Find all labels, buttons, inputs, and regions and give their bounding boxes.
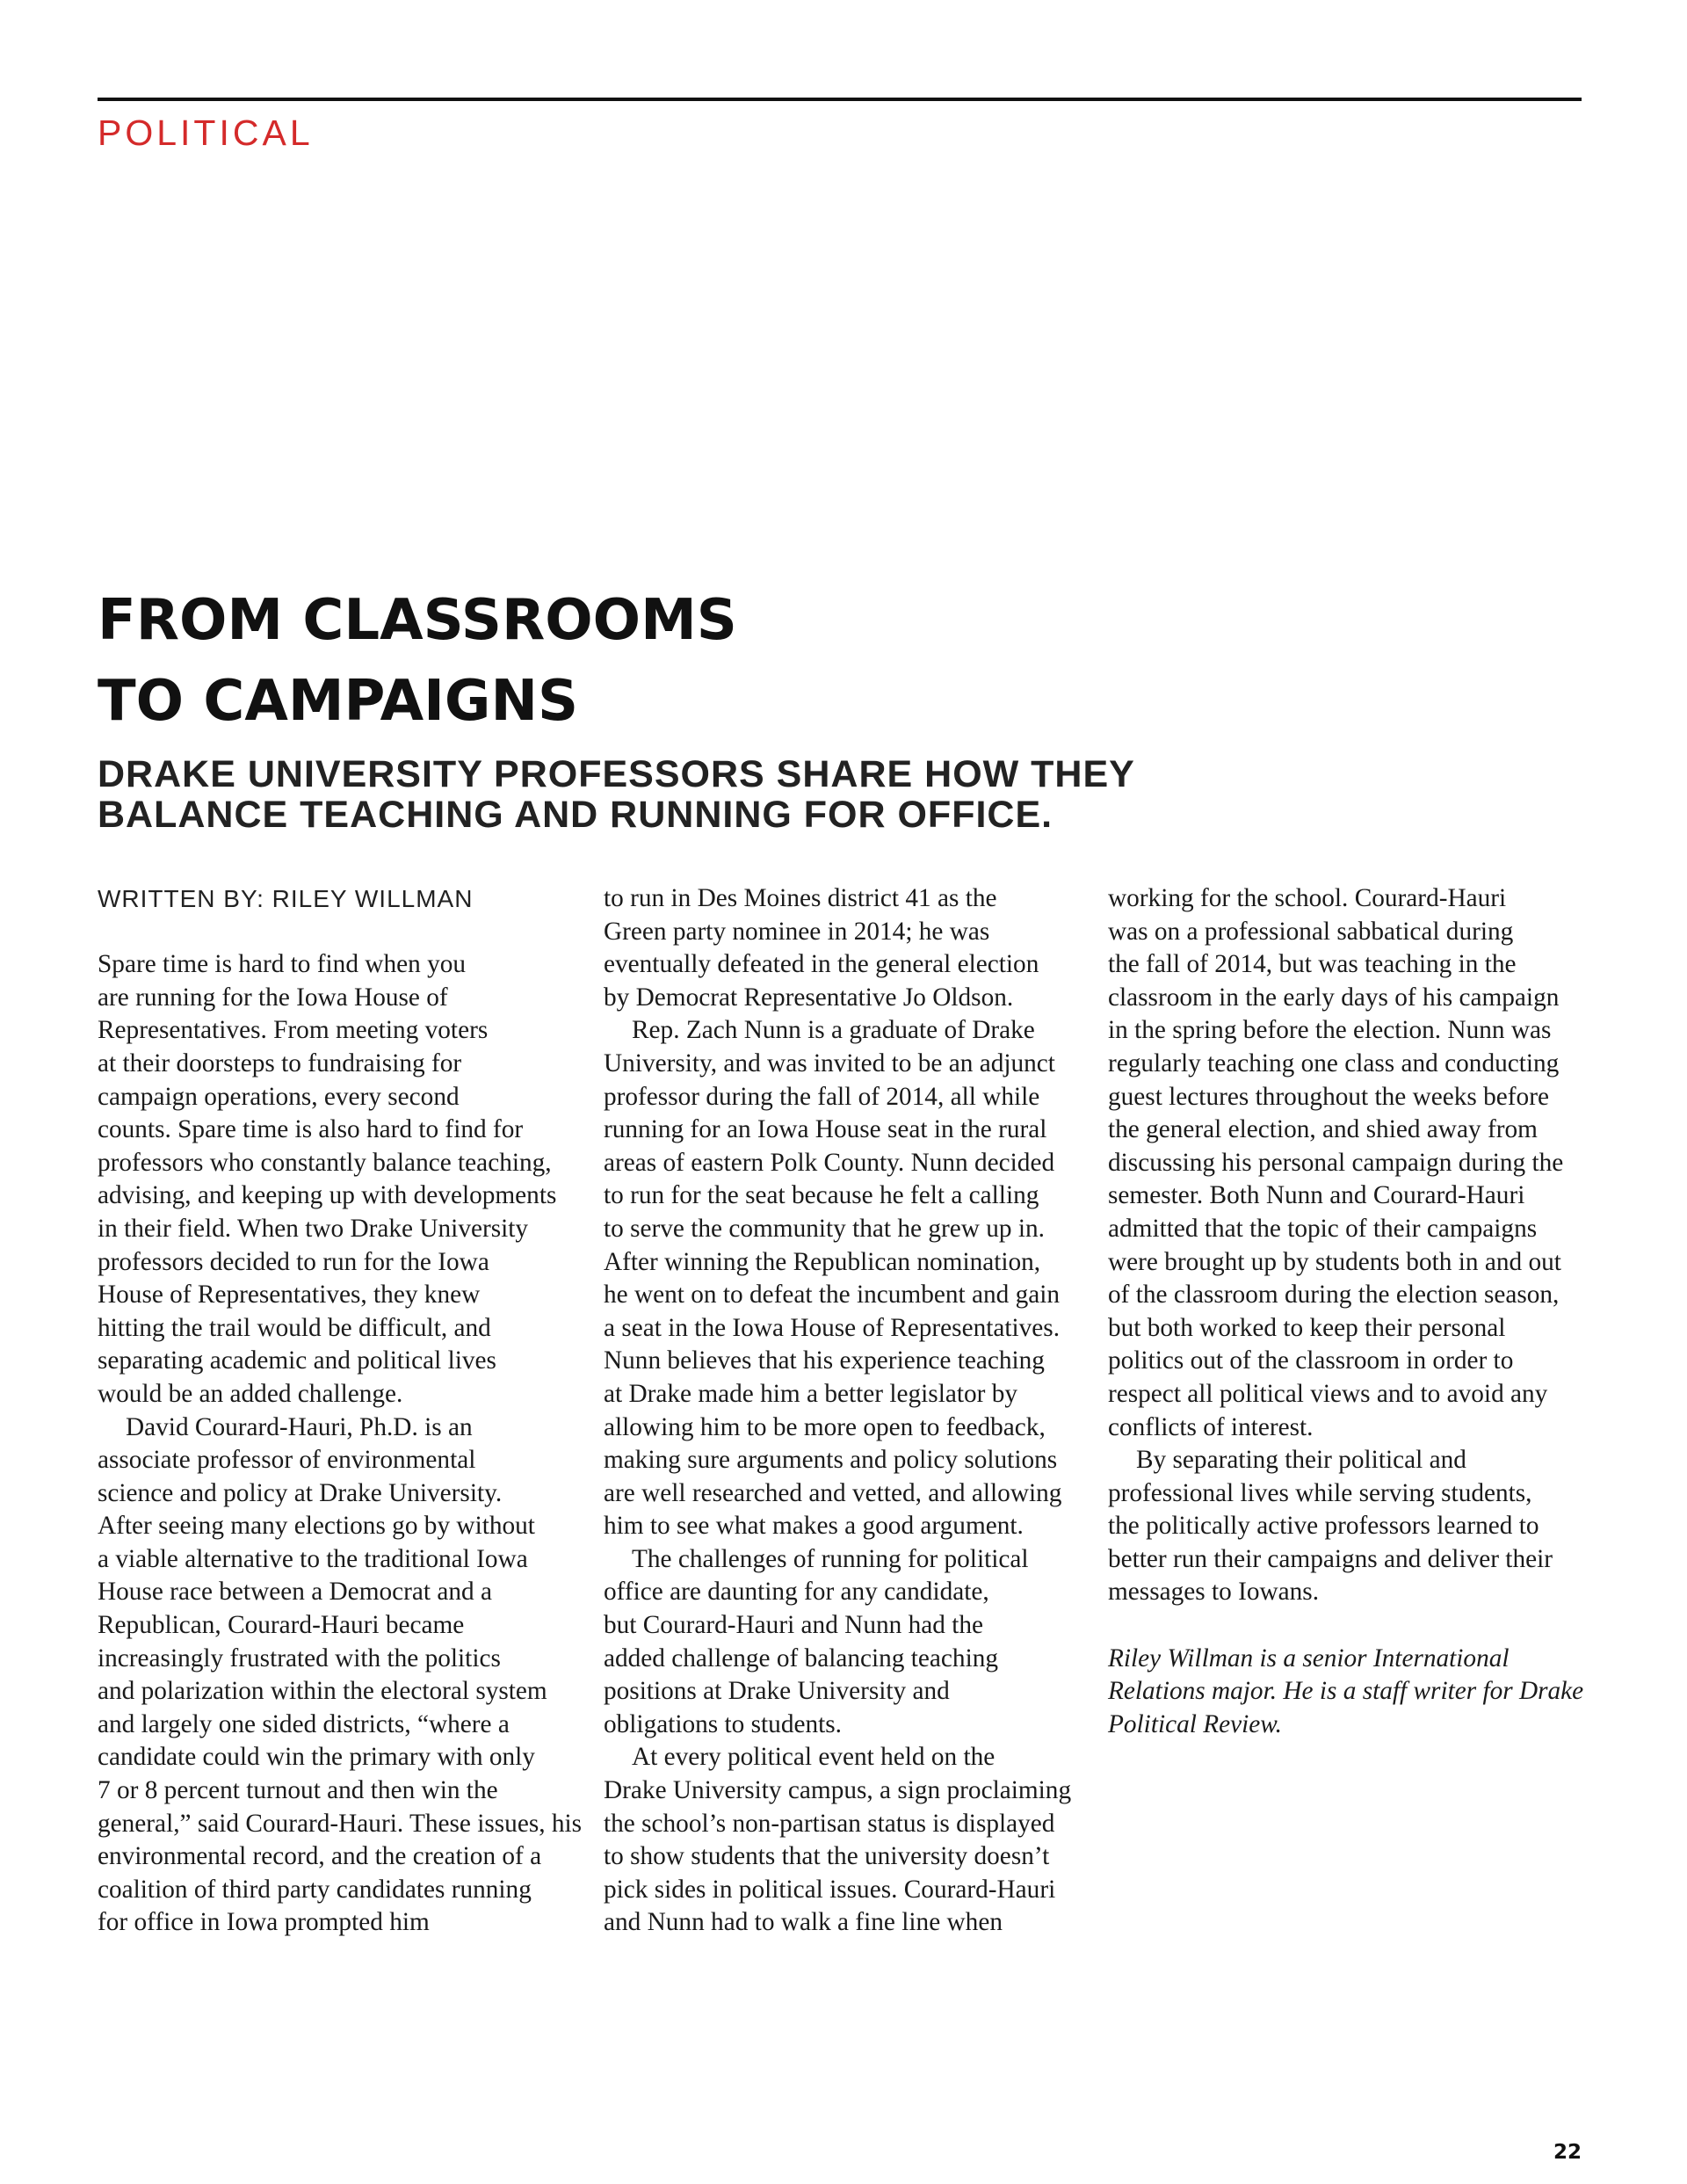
body-text-line: at Drake made him a better legislator by	[604, 1379, 1018, 1408]
body-text-line: campaign operations, every second	[98, 1082, 460, 1111]
body-text-line: for office in Iowa prompted him	[98, 1908, 430, 1937]
body-text-line: hitting the trail would be difficult, and	[98, 1313, 491, 1342]
body-text-line: professors who constantly balance teaching,	[98, 1148, 552, 1177]
body-text-line: conflicts of interest.	[1108, 1412, 1314, 1441]
body-text-line: and largely one sided districts, “where a	[98, 1709, 510, 1738]
body-text-line: were brought up by students both in and out	[1108, 1247, 1561, 1276]
body-text-line: would be an added challenge.	[98, 1379, 403, 1408]
body-text-line: of the classroom during the election season,	[1108, 1281, 1560, 1310]
body-text-line: increasingly frustrated with the politics	[98, 1643, 501, 1672]
body-text-line: the politically active professors learned to	[1108, 1512, 1539, 1541]
bio-line: Relations major. He is a staff writer for Drake	[1108, 1677, 1584, 1706]
body-text-line: Spare time is hard to find when you	[98, 950, 467, 979]
body-text-line: eventually defeated in the general election	[604, 950, 1039, 979]
body-text-line: in their field. When two Drake University	[98, 1214, 529, 1243]
body-text-line: classroom in the early days of his campaign	[1108, 983, 1560, 1012]
body-text-line: a seat in the Iowa House of Representatives.	[604, 1313, 1061, 1342]
body-text-line: After seeing many elections go by without	[98, 1512, 535, 1541]
body-text-line: are running for the Iowa House of	[98, 983, 448, 1012]
body-text-line: the fall of 2014, but was teaching in the	[1108, 950, 1517, 979]
body-text-line: University, and was invited to be an adjunct	[604, 1048, 1055, 1077]
body-text-line: advising, and keeping up with developments	[98, 1181, 557, 1210]
body-text-line: allowing him to be more open to feedback,	[604, 1412, 1046, 1441]
body-text-line: House race between a Democrat and a	[98, 1578, 492, 1607]
body-text-line: The challenges of running for political	[632, 1544, 1029, 1573]
body-text-line: to run in Des Moines district 41 as the	[604, 884, 997, 912]
body-text-line: candidate could win the primary with only	[98, 1743, 535, 1772]
column-2-body	[604, 882, 1096, 1940]
body-text-line: to show students that the university doesn’t	[604, 1842, 1050, 1871]
body-text-line: coalition of third party candidates running	[98, 1875, 532, 1904]
body-text-line: and Nunn had to walk a fine line when	[604, 1908, 1003, 1937]
page-number: 22	[1553, 2141, 1582, 2164]
body-text-line: science and policy at Drake University.	[98, 1478, 503, 1507]
body-text-line: By separating their political and	[1136, 1446, 1466, 1475]
body-text-line: associate professor of environmental	[98, 1446, 476, 1475]
body-text-line: respect all political views and to avoid any	[1108, 1379, 1548, 1408]
body-text-line: professor during the fall of 2014, all while	[604, 1082, 1040, 1111]
body-text-line: but Courard-Hauri and Nunn had the	[604, 1611, 984, 1640]
body-text-line: and polarization within the electoral system	[98, 1677, 547, 1706]
body-text-line: making sure arguments and policy solutions	[604, 1446, 1058, 1475]
bio-line: Riley Willman is a senior International	[1108, 1643, 1510, 1672]
body-text-line: semester. Both Nunn and Courard-Hauri	[1108, 1181, 1525, 1210]
article-column-3	[1108, 882, 1600, 1741]
article-headline	[98, 580, 1152, 742]
body-text-line: but both worked to keep their personal	[1108, 1313, 1506, 1342]
body-text-line: regularly teaching one class and conducting	[1108, 1048, 1560, 1077]
body-text-line: At every political event held on the	[632, 1743, 996, 1772]
body-text-line: in the spring before the election. Nunn was	[1108, 1016, 1552, 1045]
body-text-line: separating academic and political lives	[98, 1346, 496, 1375]
body-text-line: politics out of the classroom in order to	[1108, 1346, 1514, 1375]
body-text-line: was on a professional sabbatical during	[1108, 917, 1514, 946]
bio-line: Political Review.	[1108, 1709, 1282, 1738]
byline: WRITTEN BY: RILEY WILLMAN	[98, 885, 474, 912]
body-text-line: general,” said Courard-Hauri. These issues, his	[98, 1809, 583, 1838]
body-text-line: the school’s non-partisan status is displayed	[604, 1809, 1055, 1838]
header-rule	[98, 98, 1582, 101]
body-text-line: guest lectures throughout the weeks before	[1108, 1082, 1549, 1111]
body-text-line: Nunn believes that his experience teaching	[604, 1346, 1045, 1375]
body-text-line: pick sides in political issues. Courard-Hauri	[604, 1875, 1056, 1904]
body-text-line: office are daunting for any candidate,	[604, 1578, 989, 1607]
body-text-line: After winning the Republican nomination,	[604, 1247, 1041, 1276]
body-text-line: by Democrat Representative Jo Oldson.	[604, 983, 1014, 1012]
article-column-1	[98, 882, 590, 1940]
body-text-line: are well researched and vetted, and allowing	[604, 1478, 1062, 1507]
body-text-line: counts. Spare time is also hard to find for	[98, 1115, 524, 1144]
subhead-line: BALANCE TEACHING AND RUNNING FOR OFFICE.	[98, 794, 1053, 836]
body-text-line: discussing his personal campaign during the	[1108, 1148, 1564, 1177]
body-text-line: House of Representatives, they knew	[98, 1281, 481, 1310]
body-text-line: to serve the community that he grew up in.	[604, 1214, 1045, 1243]
article-subhead	[98, 754, 1328, 835]
column-3-body	[1108, 882, 1600, 1609]
body-text-line: areas of eastern Polk County. Nunn decided	[604, 1148, 1055, 1177]
body-text-line: David Courard-Hauri, Ph.D. is an	[126, 1412, 473, 1441]
body-text-line: better run their campaigns and deliver their	[1108, 1544, 1553, 1573]
body-text-line: he went on to defeat the incumbent and gain	[604, 1281, 1061, 1310]
body-text-line: running for an Iowa House seat in the rural	[604, 1115, 1047, 1144]
body-text-line: Drake University campus, a sign proclaiming	[604, 1776, 1072, 1805]
body-text-line: added challenge of balancing teaching	[604, 1643, 999, 1672]
section-label: POLITICAL	[98, 112, 314, 153]
author-bio	[1108, 1643, 1600, 1742]
body-text-line: admitted that the topic of their campaigns	[1108, 1214, 1538, 1243]
body-text-line: Republican, Courard-Hauri became	[98, 1611, 465, 1640]
body-text-line: at their doorsteps to fundraising for	[98, 1048, 462, 1077]
body-text-line: the general election, and shied away from	[1108, 1115, 1538, 1144]
body-text-line: professional lives while serving students,	[1108, 1478, 1532, 1507]
body-text-line: obligations to students.	[604, 1709, 842, 1738]
article-column-2	[604, 882, 1096, 1940]
body-text-line: positions at Drake University and	[604, 1677, 950, 1706]
headline-line: FROM CLASSROOMS	[98, 588, 737, 653]
body-text-line: Green party nominee in 2014; he was	[604, 917, 990, 946]
body-text-line: working for the school. Courard-Hauri	[1108, 884, 1507, 912]
headline-line: TO CAMPAIGNS	[98, 669, 579, 734]
body-text-line: 7 or 8 percent turnout and then win the	[98, 1776, 498, 1805]
subhead-line: DRAKE UNIVERSITY PROFESSORS SHARE HOW THEY	[98, 753, 1135, 795]
column-1-body	[98, 948, 590, 1940]
body-text-line: him to see what makes a good argument.	[604, 1512, 1024, 1541]
body-text-line: to run for the seat because he felt a calling	[604, 1181, 1039, 1210]
body-text-line: Representatives. From meeting voters	[98, 1016, 489, 1045]
body-text-line: professors decided to run for the Iowa	[98, 1247, 489, 1276]
body-text-line: a viable alternative to the traditional Iowa	[98, 1544, 528, 1573]
body-text-line: messages to Iowans.	[1108, 1578, 1320, 1607]
body-text-line: environmental record, and the creation of a	[98, 1842, 542, 1871]
body-text-line: Rep. Zach Nunn is a graduate of Drake	[632, 1016, 1035, 1045]
